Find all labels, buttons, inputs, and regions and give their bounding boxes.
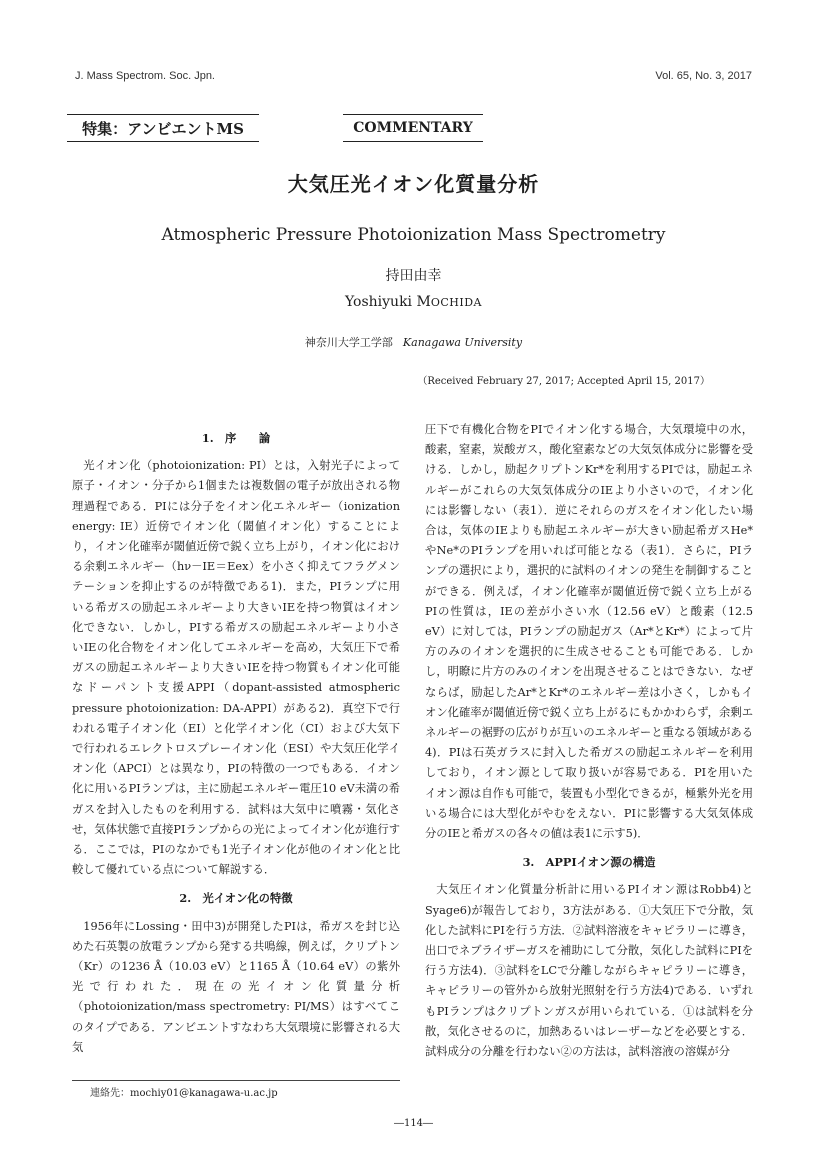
special-issue-label: 特集：アンビエントMS [67,114,259,142]
author-given-name: Yoshiyuki [345,294,417,310]
journal-name: J. Mass Spectrom. Soc. Jpn. [75,70,215,82]
affiliation-english: Kanagawa University [402,336,523,349]
received-dates: （Received February 27, 2017; Accepted April 15, 2017） [417,376,710,387]
affiliation-japanese: 神奈川大学工学部 [304,336,393,349]
contact-footnote: 連絡先：mochiy01@kanagawa-u.ac.jp [90,1088,278,1099]
title-japanese: 大気圧光イオン化質量分析 [287,172,540,196]
paragraph-source-structure: 大気圧イオン化質量分析計に用いるPIイオン源はRobb4)とSyage6)が報告しており，3方法がある．①大気圧下で分散，気化した試料にPIを行う方法．②試料溶液をキャピラリーに導き，出口でネブライザーガスを補助にして分散，気化した試料にPIを行う方法4)．③試料をLCで分離しながらキャピラリーに導き，キャピラリーの管外から放射光照射を行う方法4)である．いずれもPIランプはクリプトンガスが用いられている．①は試料を分散，気化させるのに，加熱あるいはレーザーなどを必要とする．試料成分の分離を行わない②の方法は，試料溶液の溶媒が分 [425,883,753,1059]
page-number: ―114― [393,1118,434,1129]
paragraph-introduction: 光イオン化（photoionization: PI）とは，入射光子によって原子・イオン・分子から1個または複数個の電子が放出される物理過程である．PIには分子をイオン化エネルギー（ionization energy: IE）近傍でイオン化（閾値イオン化）することにより，イオン化確率が閾値近傍で鋭く立ち上がり，イオン化における余剰エネルギー（hν－IE＝Eex）を小さく抑えてフラグメンテーションを抑止するのが特徴である1)．また，PIランプに用いる希ガスの励起エネルギーより大きいIEを持つ物質はイオン化できない．しかし，PIする希ガスの励起エネルギーより小さいIEの化合物をイオン化してエネルギーを高め，大気圧下で希ガスの励起エネルギーより大きいIEを持つ物質もイオン化可能なドーパント支援APPI（dopant-assisted atmospheric pressure photoionization: DA-APPI）がある2)．真空下で行われる電子イオン化（EI）と化学イオン化（CI）および大気下で行われるエレクトロスプレーイオン化（ESI）や大気圧化学イオン化（APCI）とは異なり，PIの特徴の一つでもある．イオン化に用いるPIランプは，主に励起エネルギー電圧10 eV未満の希ガスを封入したものを利用する．試料は大気中に噴霧・気化させ，気体状態で直接PIランプからの光によってイオン化が進行する．ここでは，PIのなかでも1光子イオン化が他のイオン化と比較して優れている点について解説する． [72,459,400,877]
author-family-initial: M [416,294,431,310]
author-japanese: 持田由幸 [385,268,442,284]
author-family-rest: OCHIDA [430,296,482,309]
section-heading-features: 2. 光イオン化の特徴 [179,891,293,906]
paragraph-features: 1956年にLossing・田中3)が開発したPIは，希ガスを封じ込めた石英製の放電ランプから発する共鳴線，例えば，クリプトン（Kr）の1236 Å（10.03 eV）と1165 Å（10.64 eV）の紫外光で行われた．現在の光イオン化質量分析（photoionization/mass spectrometry: PI/MS）はすべてこのタイプである．アンビエントすなわち大気環境に影響される大気 [72,919,400,1054]
affiliation [0,334,827,350]
article-type-label: COMMENTARY [343,114,483,142]
author-english [0,294,827,310]
section-heading-introduction: 1. 序 論 [201,431,271,445]
volume-info: Vol. 65, No. 3, 2017 [655,70,752,82]
section-heading-source-structure: 3. APPIイオン源の構造 [522,855,656,870]
paragraph-features-continued: 圧下で有機化合物をPIでイオン化する場合，大気環境中の水，酸素，窒素，炭酸ガス，酸化窒素などの大気気体成分に影響を受ける．しかし，励起クリプトンKr*を利用するPIでは，励起エネルギーがこれらの大気気体成分のIEより小さいので，イオン化には影響しない（表1）．逆にそれらのガスをイオン化したい場合は，気体のIEよりも励起エネルギーが大きい励起希ガスHe*やNe*のPIランプを用いれば可能となる（表1）．さらに，PIランプの選択により，選択的に試料のイオンの発生を制御することができる．例えば，イオン化確率が閾値近傍で鋭く立ち上がるPIの性質は，IEの差が小さい水（12.56 eV）と酸素（12.5 eV）に対しては，PIランプの励起ガス（Ar*とKr*）によって片方のみのイオンを選択的に生成させることも可能である．しかし，明瞭に片方のみのイオンを出現させることはできない．なぜならば，励起したAr*とKr*のエネルギー差は小さく，しかもイオン化確率が閾値近傍で鋭く立ち上がるにもかかわらず，余剰エネルギーの裾野の広がりが互いのエネルギーと重なる領域がある4)．PIは石英ガラスに封入した希ガスの励起エネルギーを利用しており，イオン源として取り扱いが容易である．PIを用いたイオン源は自作も可能で，装置も小型化できるが，極紫外光を用いる場合には大型化がやむをえない．PIに影響する大気気体成分のIEと希ガスの各々の値は表1に示す5)． [425,423,753,841]
left-column [72,428,400,1058]
footnote-divider [72,1080,400,1081]
title-english: Atmospheric Pressure Photoionization Mass Spectrometry [161,225,666,245]
right-column [425,420,753,1062]
